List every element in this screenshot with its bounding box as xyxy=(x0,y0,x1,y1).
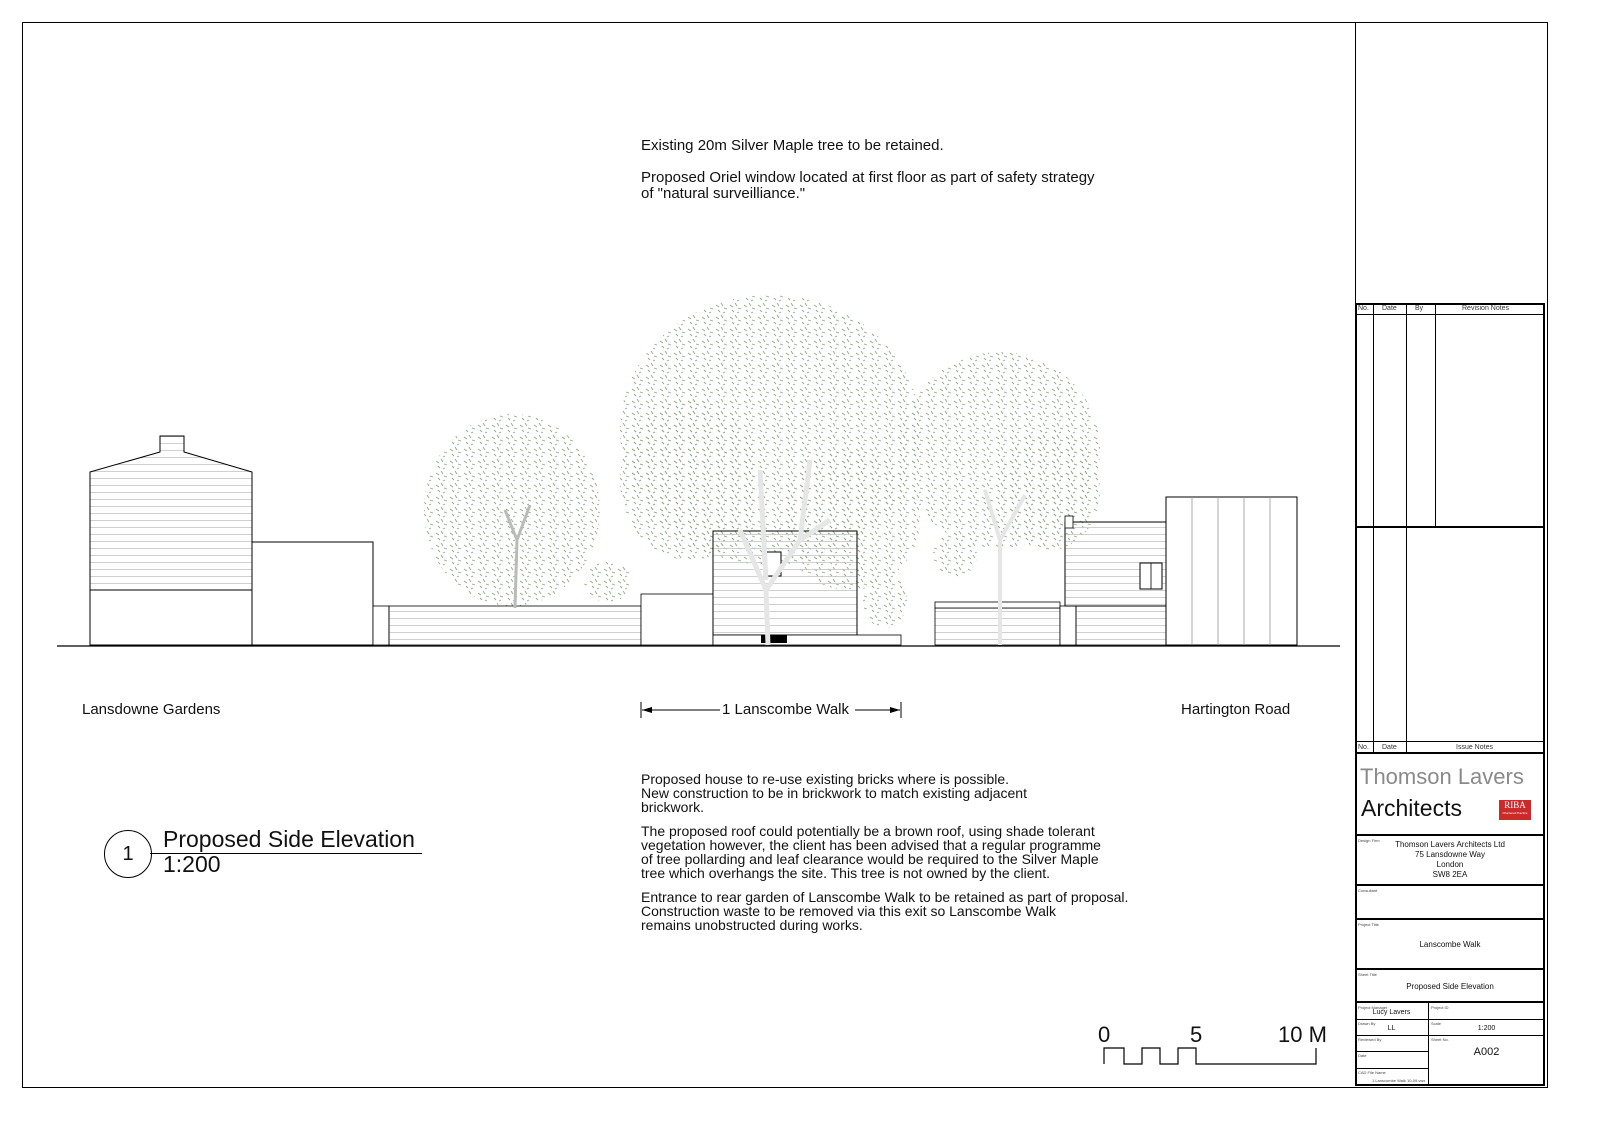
label-site: 1 Lanscombe Walk xyxy=(722,701,850,718)
drawing-number: 1 xyxy=(122,842,134,865)
garden-wall-left xyxy=(389,606,641,645)
cad-file-label: CAD File Name xyxy=(1358,1070,1386,1075)
design-firm-label: Design Firm xyxy=(1358,838,1380,843)
issue-header-no: No. xyxy=(1358,744,1369,751)
grid-col-line xyxy=(1428,1003,1429,1086)
scale-label: Scale xyxy=(1431,1021,1442,1026)
project-id-label: Project ID xyxy=(1431,1005,1449,1010)
consultant-box xyxy=(1355,886,1545,920)
rev-header-date: Date xyxy=(1382,305,1397,312)
label-hartington-road: Hartington Road xyxy=(1181,701,1291,718)
issue-col-line xyxy=(1373,528,1374,754)
issue-header-line xyxy=(1355,741,1545,742)
issue-header-notes: Issue Notes xyxy=(1456,744,1493,751)
reviewed-by-label: Reviewed By xyxy=(1358,1037,1382,1042)
drawn-by-label: Drawn By xyxy=(1358,1021,1376,1026)
sheet-no: A002 xyxy=(1473,1046,1500,1058)
note-bricks: Proposed house to re-use existing bricks where is possible. New construction to be in brickwork to match existing adjacent brickwork. xyxy=(641,771,1027,815)
drawing-title: Proposed Side Elevation xyxy=(163,826,415,852)
rev-header-by: By xyxy=(1415,305,1424,312)
elevation-drawing xyxy=(0,290,1340,670)
issue-table xyxy=(1355,528,1545,754)
scale-value: 1:200 xyxy=(1477,1025,1496,1032)
project-manager: Lucy Lavers xyxy=(1372,1009,1411,1016)
issue-col-line xyxy=(1406,528,1407,754)
scale-bar-tick-0: 0 xyxy=(1098,1022,1111,1047)
riba-logo-text: RIBA xyxy=(1504,800,1526,810)
drawing-number-circle xyxy=(104,830,152,878)
grid-row-line xyxy=(1355,1019,1545,1020)
rev-header-no: No. xyxy=(1358,305,1369,312)
firm-name-line2: Architects xyxy=(1361,795,1462,821)
sheet-title: Proposed Side Elevation xyxy=(1406,982,1494,991)
scale-bar xyxy=(1100,1044,1320,1068)
label-lansdowne-gardens: Lansdowne Gardens xyxy=(82,701,221,718)
grid-row-line xyxy=(1355,1035,1545,1036)
grid-row-line xyxy=(1355,1051,1428,1052)
rev-col-line xyxy=(1435,303,1436,528)
rev-col-line xyxy=(1406,303,1407,528)
note-entrance: Entrance to rear garden of Lanscombe Walk to be retained as part of proposal. Construction waste to be removed via this exit so Lanscombe Walk remains unobstructed during works. xyxy=(641,889,1129,933)
firm-name-line1: Thomson Lavers xyxy=(1360,764,1524,789)
rev-col-line xyxy=(1373,303,1374,528)
project-title-label: Project Title xyxy=(1358,922,1379,927)
tree-left-foliage xyxy=(424,414,600,606)
revision-header-line xyxy=(1355,314,1545,315)
consultant-label: Consultant xyxy=(1358,888,1378,893)
note-oriel-window: Proposed Oriel window located at first floor as part of safety strategy of "natural surveilliance." xyxy=(641,169,1095,202)
sheet-no-label: Sheet No. xyxy=(1431,1037,1449,1042)
riba-logo-subtext: Chartered Practice xyxy=(1502,811,1528,815)
riba-logo xyxy=(1499,800,1531,820)
design-firm: Thomson Lavers Architects Ltd 75 Lansdowne Way London SW8 2EA xyxy=(1395,840,1505,879)
note-tree-retained: Existing 20m Silver Maple tree to be retained. xyxy=(641,137,944,154)
grid-row-line xyxy=(1355,1068,1428,1069)
note-roof: The proposed roof could potentially be a brown roof, using shade tolerant vegetation however, the client has been advised that a regular programme of tree pollarding and leaf clearance would be required to the Silver Maple tree which overhangs the site. This tree is not owned by the client. xyxy=(641,823,1101,881)
scale-bar-tick-5: 5 xyxy=(1190,1022,1203,1047)
revision-table xyxy=(1355,303,1545,528)
project-manager-label: Project Manager xyxy=(1358,1005,1388,1010)
scale-bar-tick-10: 10 M xyxy=(1278,1022,1327,1047)
project-title: Lanscombe Walk xyxy=(1419,940,1481,949)
drawn-by: LL xyxy=(1387,1025,1396,1032)
date-label: Date xyxy=(1358,1053,1367,1058)
rev-header-notes: Revision Notes xyxy=(1462,305,1510,312)
issue-header-date: Date xyxy=(1382,744,1397,751)
drawing-scale: 1:200 xyxy=(163,851,221,877)
sheet-title-label: Sheet Title xyxy=(1358,972,1377,977)
lansdowne-gardens-house xyxy=(90,436,389,645)
cad-file: 1 Lanscombe Walk 10-09.vwx xyxy=(1372,1078,1426,1083)
